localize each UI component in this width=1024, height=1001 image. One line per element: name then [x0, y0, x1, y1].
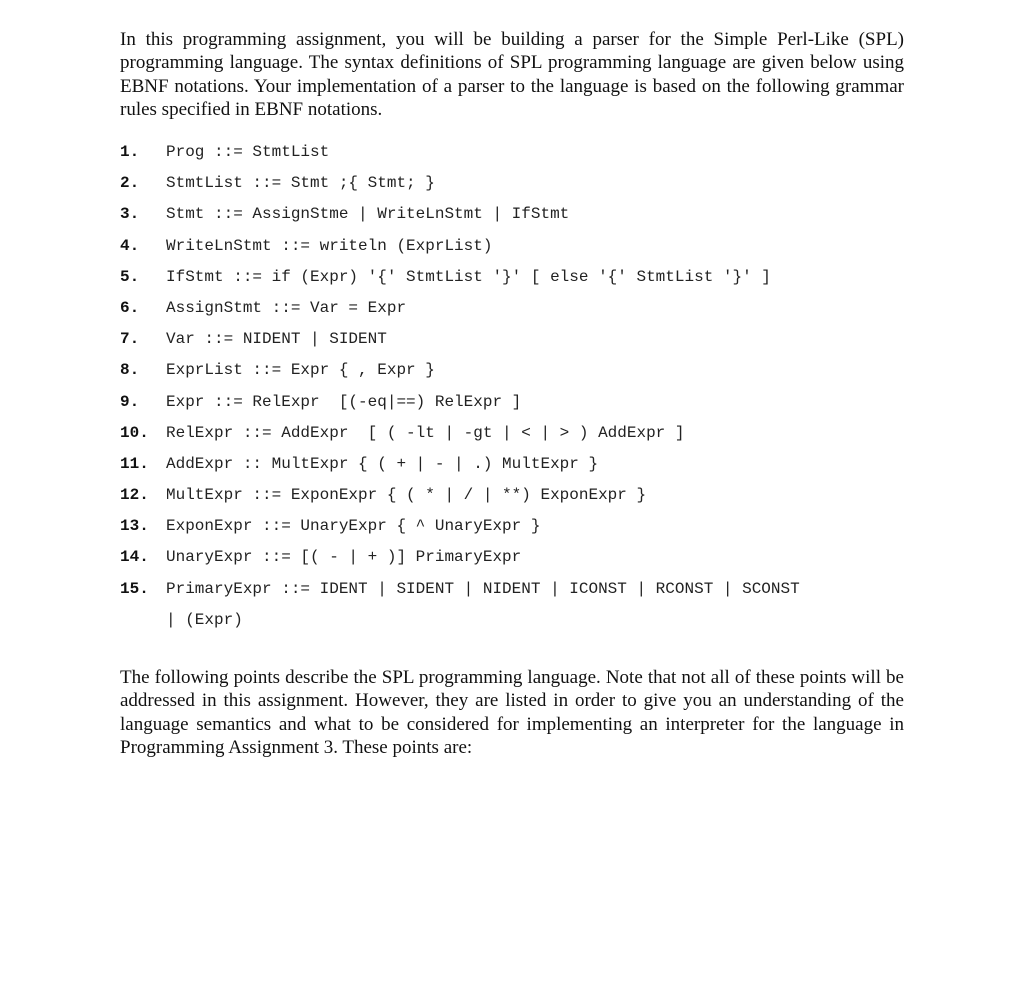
- rule-text: UnaryExpr ::= [( - | + )] PrimaryExpr: [166, 548, 522, 567]
- rule-text: Stmt ::= AssignStme | WriteLnStmt | IfStmt: [166, 205, 570, 224]
- intro-paragraph: In this programming assignment, you will be building a parser for the Simple Perl-Like (SPL) programming language. The syntax definitions of SPL programming language are given below using EBNF notations. Your implementation of a parser to the language is based on the following grammar rules specified in EBNF notations.: [120, 29, 904, 120]
- rule-number: 13.: [120, 517, 149, 536]
- rule-number: 12.: [120, 486, 149, 505]
- rule-number: 14.: [120, 548, 149, 567]
- rule-text: AssignStmt ::= Var = Expr: [166, 298, 407, 317]
- rule-text: RelExpr ::= AddExpr [ ( -lt | -gt | < | > ) AddExpr ]: [166, 423, 685, 442]
- rule-text: IfStmt ::= if (Expr) '{' StmtList '}' [ else '{' StmtList '}' ]: [166, 267, 771, 286]
- rule-number: 6.: [120, 298, 140, 317]
- rule-text: Var ::= NIDENT | SIDENT: [166, 330, 387, 349]
- rule-number: 7.: [120, 330, 140, 349]
- rule-continuation: | (Expr): [166, 610, 243, 629]
- rule-text: PrimaryExpr ::= IDENT | SIDENT | NIDENT | ICONST | RCONST | SCONST: [166, 579, 800, 598]
- rule-number: 8.: [120, 361, 140, 380]
- rule-number: 9.: [120, 392, 140, 411]
- rule-text: AddExpr :: MultExpr { ( + | - | .) MultExpr }: [166, 454, 599, 473]
- rule-number: 4.: [120, 236, 140, 255]
- rule-number: 11.: [120, 454, 149, 473]
- rule-number: 15.: [120, 579, 149, 598]
- rule-number: 2.: [120, 174, 140, 193]
- rule-text: StmtList ::= Stmt ;{ Stmt; }: [166, 174, 435, 193]
- rule-number: 5.: [120, 267, 140, 286]
- points-intro-paragraph: The following points describe the SPL programming language. Note that not all of these points will be addressed in this assignment. However, they are listed in order to give you an understanding of the language semantics and what to be considered for implementing an interpreter for the language in Programming Assignment 3. These points are:: [120, 667, 904, 758]
- rule-text: MultExpr ::= ExponExpr { ( * | / | **) ExponExpr }: [166, 486, 647, 505]
- rule-text: ExprList ::= Expr { , Expr }: [166, 361, 435, 380]
- rule-number: 3.: [120, 205, 140, 224]
- rule-text: ExponExpr ::= UnaryExpr { ^ UnaryExpr }: [166, 517, 541, 536]
- rule-text: Expr ::= RelExpr [(-eq|==) RelExpr ]: [166, 392, 522, 411]
- rule-text: WriteLnStmt ::= writeln (ExprList): [166, 236, 493, 255]
- rule-number: 10.: [120, 423, 149, 442]
- rule-text: Prog ::= StmtList: [166, 143, 330, 161]
- rule-number: 1.: [120, 143, 140, 161]
